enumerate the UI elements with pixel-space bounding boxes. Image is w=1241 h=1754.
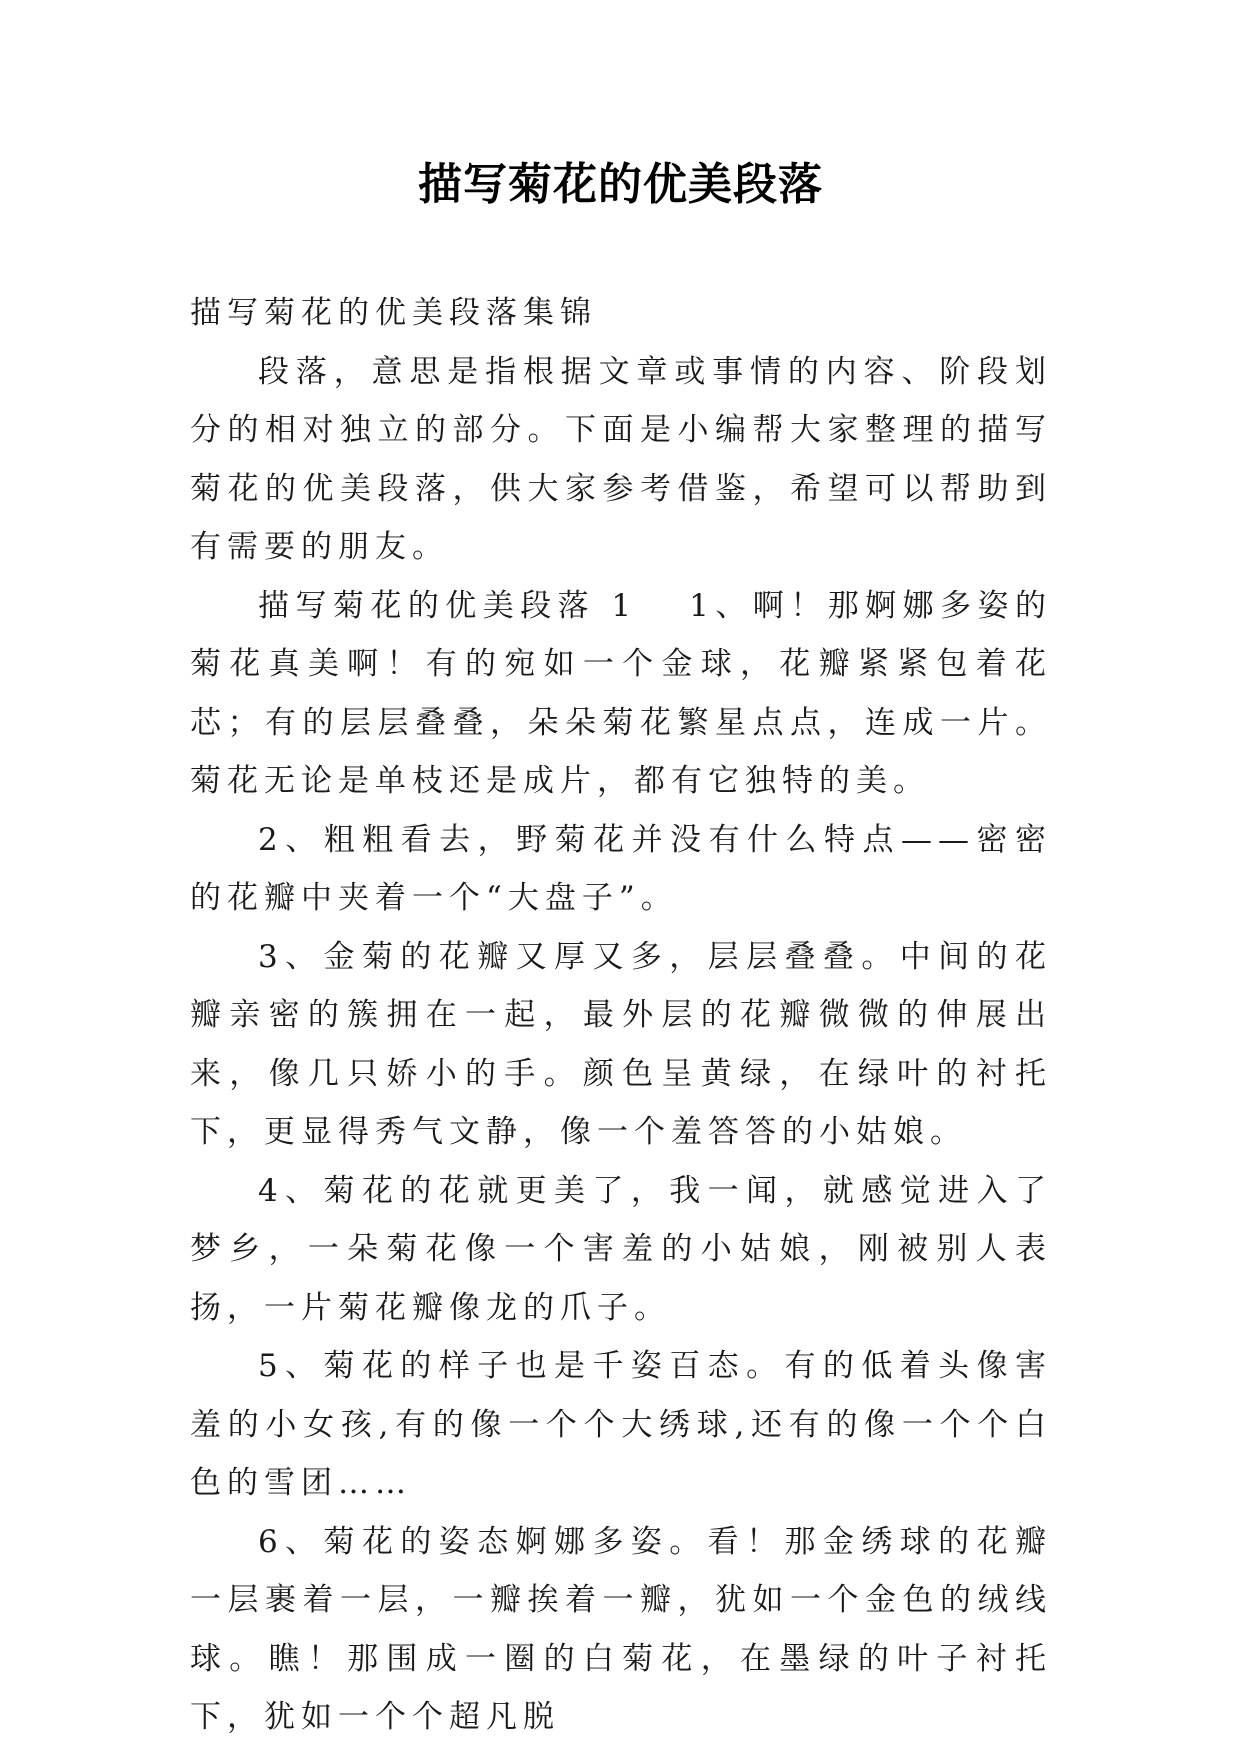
- intro-paragraph: 段落，意思是指根据文章或事情的内容、阶段划分的相对独立的部分。下面是小编帮大家整理的描写菊花的优美段落，供大家参考借鉴，希望可以帮助到有需要的朋友。: [190, 353, 1052, 565]
- paragraph-5: 5、菊花的样子也是千姿百态。有的低着头像害羞的小女孩,有的像一个个大绣球,还有的像一个个白色的雪团……: [190, 1348, 1052, 1501]
- paragraph-4: 4、菊花的花就更美了，我一闻，就感觉进入了梦乡，一朵菊花像一个害羞的小姑娘，刚被别人表扬，一片菊花瓣像龙的爪子。: [190, 1172, 1052, 1326]
- paragraph-3: 3、金菊的花瓣又厚又多，层层叠叠。中间的花瓣亲密的簇拥在一起，最外层的花瓣微微的伸展出来，像几只娇小的手。颜色呈黄绿，在绿叶的衬托下，更显得秀气文静，像一个羞答答的小姑娘。: [190, 938, 1052, 1150]
- document-body: [190, 284, 1052, 1747]
- paragraph-2: 2、粗粗看去，野菊花并没有什么特点——密密的花瓣中夹着一个“大盘子”。: [190, 821, 1052, 916]
- document-subtitle: 描写菊花的优美段落集锦: [190, 295, 597, 331]
- paragraph-1: 1、啊！那婀娜多姿的菊花真美啊！有的宛如一个金球，花瓣紧紧包着花芯；有的层层叠叠，朵朵菊花繁星点点，连成一片。菊花无论是单枝还是成片，都有它独特的美。: [190, 587, 1052, 799]
- section-heading: 描写菊花的优美段落 1: [258, 587, 638, 624]
- document-title: 描写菊花的优美段落: [418, 159, 823, 210]
- paragraph-6: 6、菊花的姿态婀娜多姿。看！那金绣球的花瓣一层裹着一层，一瓣挨着一瓣，犹如一个金色的绒线球。瞧！那围成一圈的白菊花，在墨绿的叶子衬托下，犹如一个个超凡脱: [190, 1523, 1052, 1735]
- section-1-paragraph: [190, 577, 1052, 811]
